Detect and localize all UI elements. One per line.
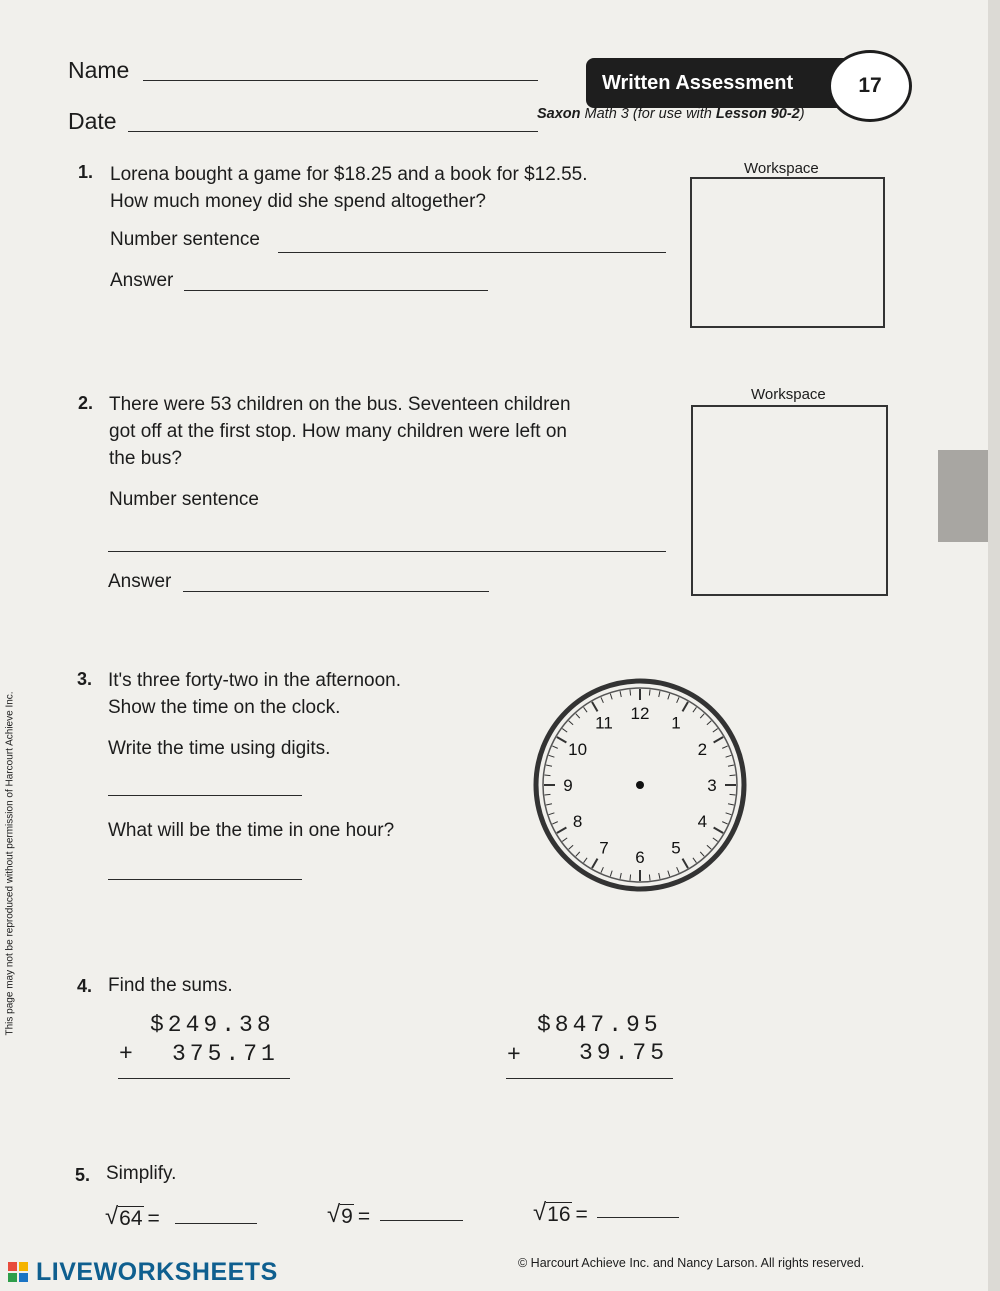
clock-tick [726, 813, 732, 815]
radical-icon: √ [105, 1203, 119, 1230]
clock-tick [546, 765, 552, 766]
clock-numeral-4: 4 [697, 812, 708, 831]
q1-line1: Lorena bought a game for $18.25 and a book for $12.55. [110, 164, 588, 185]
clock-tick [545, 794, 551, 795]
clock-tick [649, 875, 650, 881]
radicand-9: 9 [341, 1205, 353, 1228]
clock-tick [726, 755, 732, 757]
sqrt-16-answer-line[interactable] [597, 1217, 679, 1218]
q3-line2: Show the time on the clock. [108, 697, 341, 718]
clock-numeral-7: 7 [599, 838, 609, 858]
sum1-bottom: 375.71 [172, 1041, 279, 1067]
clock-tick [728, 765, 734, 766]
clock-tick [601, 867, 603, 872]
clock-tick [549, 813, 555, 815]
sum1-plus: + [119, 1041, 137, 1067]
q3-one-hour-label: What will be the time in one hour? [108, 820, 395, 841]
clock-tick [700, 714, 704, 718]
q4-prompt: Find the sums. [108, 975, 233, 996]
q2-workspace-box[interactable] [691, 405, 888, 596]
q1-workspace-box[interactable] [690, 177, 885, 328]
q1-number: 1. [78, 162, 94, 182]
clock-tick [722, 822, 727, 824]
q2-line2: got off at the first stop. How many children were left on [109, 421, 567, 442]
side-copyright-notice: This page may not be reproduced without permission of Harcourt Achieve Inc. [4, 691, 16, 1036]
equals-3: = [575, 1203, 588, 1226]
badge-number-circle [828, 50, 912, 122]
clock-numeral-3: 3 [707, 776, 717, 795]
q1-answer-label: Answer [110, 270, 174, 291]
sum1-top: $249.38 [150, 1012, 275, 1038]
clock-tick [677, 867, 679, 872]
clock-numeral-6: 6 [635, 848, 645, 867]
name-line[interactable] [143, 80, 538, 81]
clock-tick [714, 737, 724, 743]
equals-2: = [357, 1205, 371, 1228]
q5-prompt: Simplify. [106, 1163, 177, 1184]
radicand-16: 16 [547, 1203, 571, 1226]
clock-numeral-11: 11 [595, 713, 613, 733]
clock-numeral-2: 2 [697, 740, 708, 759]
clock-tick [649, 690, 650, 696]
q5-number: 5. [75, 1165, 91, 1185]
clock-tick [569, 845, 573, 849]
clock-tick [601, 697, 603, 702]
clock-tick [677, 697, 679, 702]
equals-1: = [147, 1207, 160, 1230]
sum2-plus: + [507, 1042, 525, 1068]
radical-icon: √ [533, 1199, 547, 1226]
q3-write-label: Write the time using digits. [108, 738, 331, 759]
clock-tick [576, 714, 580, 718]
clock-tick [557, 828, 567, 834]
clock-numeral-1: 1 [671, 713, 681, 733]
liveworksheets-logo[interactable] [8, 1258, 278, 1287]
name-label: Name [68, 57, 130, 83]
clock-tick [610, 694, 612, 700]
clock-tick [730, 775, 736, 776]
clock-tick [668, 694, 670, 700]
radicand-64: 64 [119, 1207, 143, 1230]
clock-tick [707, 721, 711, 725]
q4-number: 4. [77, 976, 93, 996]
badge-title: Written Assessment [602, 71, 794, 94]
clock-tick [722, 746, 727, 748]
q2-text [109, 391, 571, 472]
logo-text: LIVEWORKSHEETS [36, 1258, 278, 1286]
clock-face[interactable] [530, 675, 750, 895]
sum2-top: $847.95 [537, 1012, 662, 1038]
date-line[interactable] [128, 131, 538, 132]
q2-answer-line[interactable] [183, 591, 489, 592]
clock-tick [700, 852, 704, 856]
q1-answer-line[interactable] [184, 290, 488, 291]
clock-center [636, 781, 644, 789]
q2-number-sentence-line[interactable] [108, 551, 666, 552]
sqrt-9-answer-line[interactable] [380, 1220, 463, 1221]
clock-tick [562, 838, 567, 842]
q3-one-hour-line[interactable] [108, 879, 302, 880]
clock-tick [620, 691, 621, 697]
clock-numeral-8: 8 [572, 812, 583, 831]
copyright-text: © Harcourt Achieve Inc. and Nancy Larson. All rights reserved. [518, 1256, 865, 1270]
clock-tick [557, 737, 567, 743]
clock-tick [713, 838, 718, 842]
clock-tick [552, 822, 557, 824]
clock-numeral-10: 10 [568, 740, 588, 759]
sum1-answer-line[interactable] [118, 1078, 290, 1079]
clock-tick [576, 852, 580, 856]
q1-number-sentence-line[interactable] [278, 252, 666, 253]
page-edge [988, 0, 1000, 1291]
clock-tick [562, 729, 567, 733]
q3-number: 3. [77, 669, 93, 689]
badge-number: 17 [858, 74, 882, 97]
clock-tick [610, 871, 612, 877]
clock-tick [630, 875, 631, 881]
q2-line3: the bus? [109, 448, 182, 469]
q1-number-sentence-label: Number sentence [110, 229, 260, 250]
q2-number-sentence-label: Number sentence [109, 489, 259, 510]
q3-time-line[interactable] [108, 795, 302, 796]
clock-tick [693, 707, 697, 712]
clock-tick [693, 858, 697, 863]
clock-tick [546, 804, 552, 805]
clock-tick [630, 690, 631, 696]
sqrt-9 [327, 1201, 370, 1229]
assessment-badge [586, 58, 846, 108]
clock-tick [683, 702, 689, 712]
q1-line2: How much money did she spend altogether? [110, 191, 487, 212]
q2-workspace-label: Workspace [751, 386, 826, 403]
subtitle-lesson: Lesson 90-2 [715, 106, 800, 122]
side-tab [938, 450, 988, 542]
q1-workspace-label: Workspace [744, 160, 819, 177]
clock-numeral-12: 12 [630, 704, 650, 723]
clock-numeral-5: 5 [671, 838, 681, 858]
q3-line1: It's three forty-two in the afternoon. [108, 670, 401, 691]
clock-tick [620, 873, 621, 879]
clock-tick [584, 858, 588, 863]
q3-text [108, 667, 401, 721]
clock-tick [659, 691, 660, 697]
clock-tick [714, 828, 724, 834]
date-label: Date [68, 108, 117, 134]
radical-icon: √ [327, 1201, 341, 1228]
subtitle-end: ) [799, 106, 805, 122]
clock-tick [683, 859, 689, 869]
clock-tick [707, 845, 711, 849]
clock-tick [592, 702, 598, 712]
sum2-bottom: 39.75 [579, 1040, 669, 1066]
q2-number: 2. [78, 393, 94, 413]
subtitle-brand: Saxon [537, 106, 581, 122]
clock-tick [569, 721, 573, 725]
subtitle [537, 106, 805, 122]
sqrt-64-answer-line[interactable] [175, 1223, 257, 1224]
clock-tick [728, 804, 734, 805]
clock-tick [549, 755, 555, 757]
clock-tick [584, 707, 588, 712]
clock-tick [552, 746, 557, 748]
sqrt-16 [533, 1199, 588, 1227]
clock-tick [659, 873, 660, 879]
q1-text [110, 161, 587, 215]
clock-tick [592, 859, 598, 869]
q2-line1: There were 53 children on the bus. Seventeen children [109, 394, 571, 415]
sum2-answer-line[interactable] [506, 1078, 673, 1079]
sqrt-64 [105, 1203, 160, 1231]
q2-answer-label: Answer [108, 571, 172, 592]
logo-grid-icon [8, 1262, 30, 1284]
clock-tick [730, 794, 736, 795]
clock-tick [713, 729, 718, 733]
clock-tick [668, 871, 670, 877]
clock-tick [545, 775, 551, 776]
subtitle-rest: Math 3 (for use with [580, 106, 716, 122]
clock-numeral-9: 9 [563, 776, 573, 795]
